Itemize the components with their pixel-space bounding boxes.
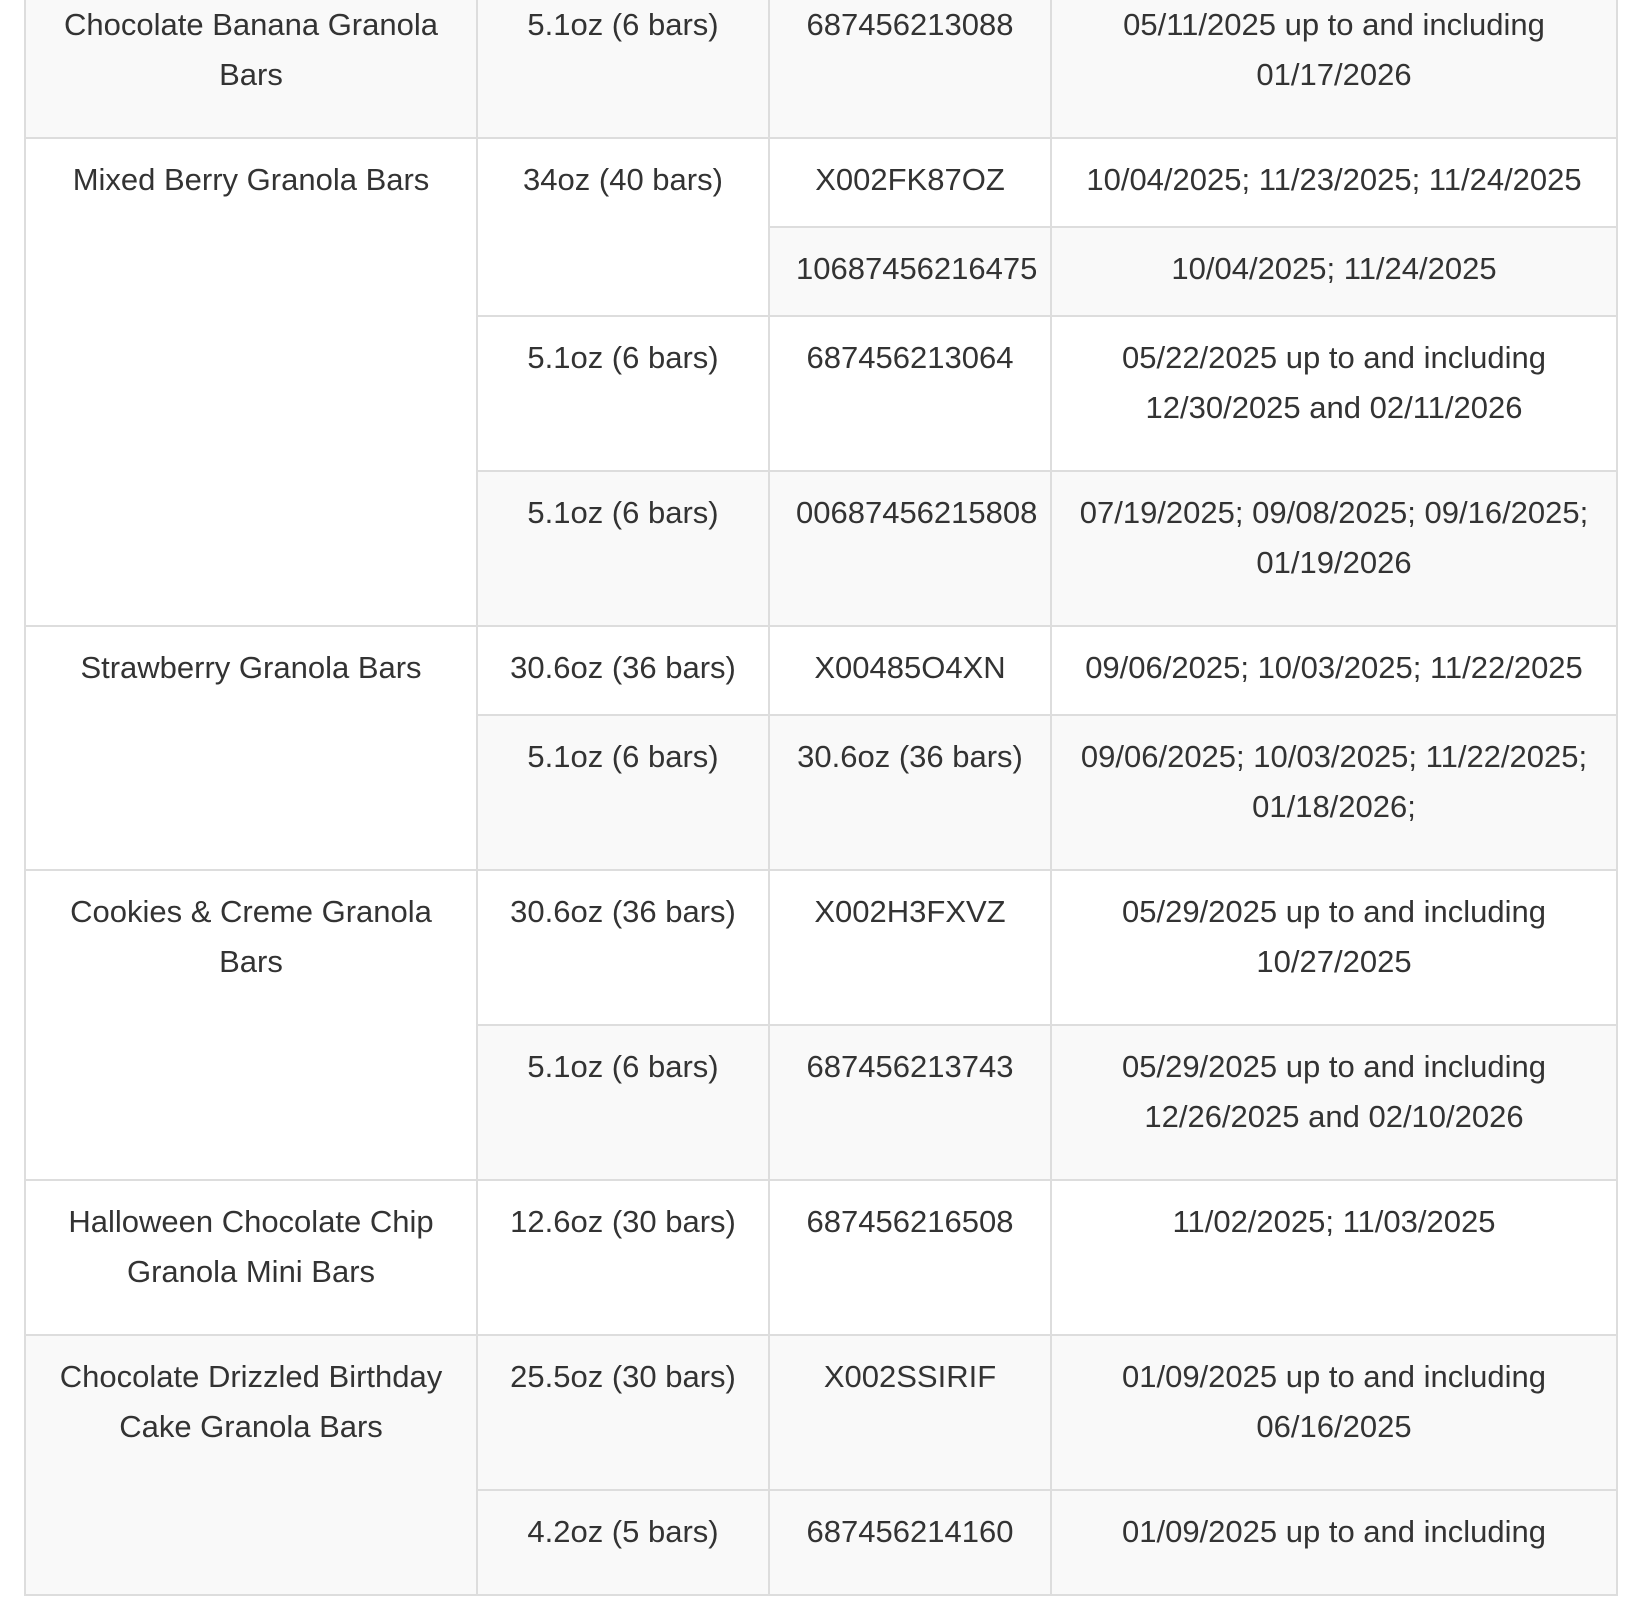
size-cell: 34oz (40 bars): [477, 138, 769, 316]
table-row: [25, 1335, 1617, 1490]
upc-cell: X00485O4XN: [769, 626, 1051, 715]
size-cell: 5.1oz (6 bars): [477, 1025, 769, 1180]
size-cell: 5.1oz (6 bars): [477, 0, 769, 138]
product-name-cell: Halloween Chocolate Chip Granola Mini Bars: [25, 1180, 477, 1335]
size-cell: 5.1oz (6 bars): [477, 471, 769, 626]
dates-cell: 10/04/2025; 11/23/2025; 11/24/2025: [1051, 138, 1617, 227]
dates-cell: 11/02/2025; 11/03/2025: [1051, 1180, 1617, 1335]
size-cell: 5.1oz (6 bars): [477, 316, 769, 471]
product-name-cell: Chocolate Banana Granola Bars: [25, 0, 477, 138]
size-cell: 12.6oz (30 bars): [477, 1180, 769, 1335]
recall-table: [24, 0, 1618, 1596]
dates-cell: 09/06/2025; 10/03/2025; 11/22/2025: [1051, 626, 1617, 715]
size-cell: 4.2oz (5 bars): [477, 1490, 769, 1595]
dates-cell: 05/22/2025 up to and including 12/30/2025 and 02/11/2026: [1051, 316, 1617, 471]
dates-cell: 05/11/2025 up to and including 01/17/2026: [1051, 0, 1617, 138]
size-cell: 25.5oz (30 bars): [477, 1335, 769, 1490]
table-row: [25, 1180, 1617, 1335]
table-row: [25, 870, 1617, 1025]
upc-cell: 687456214160: [769, 1490, 1051, 1595]
table-row: [25, 0, 1617, 138]
product-name-cell: Strawberry Granola Bars: [25, 626, 477, 870]
size-cell: 30.6oz (36 bars): [477, 870, 769, 1025]
dates-cell: 09/06/2025; 10/03/2025; 11/22/2025; 01/18/2026;: [1051, 715, 1617, 870]
dates-cell: 01/09/2025 up to and including: [1051, 1490, 1617, 1595]
dates-cell: 10/04/2025; 11/24/2025: [1051, 227, 1617, 316]
upc-cell: X002H3FXVZ: [769, 870, 1051, 1025]
product-name-cell: Chocolate Drizzled Birthday Cake Granola Bars: [25, 1335, 477, 1595]
upc-cell: X002FK87OZ: [769, 138, 1051, 227]
size-cell: 30.6oz (36 bars): [477, 626, 769, 715]
size-cell: 5.1oz (6 bars): [477, 715, 769, 870]
upc-cell: 10687456216475: [769, 227, 1051, 316]
dates-cell: 05/29/2025 up to and including 12/26/2025 and 02/10/2026: [1051, 1025, 1617, 1180]
dates-cell: 05/29/2025 up to and including 10/27/2025: [1051, 870, 1617, 1025]
upc-cell: 687456213088: [769, 0, 1051, 138]
upc-cell: 687456213064: [769, 316, 1051, 471]
upc-cell: 00687456215808: [769, 471, 1051, 626]
dates-cell: 07/19/2025; 09/08/2025; 09/16/2025; 01/19/2026: [1051, 471, 1617, 626]
table-row: [25, 626, 1617, 715]
dates-cell: 01/09/2025 up to and including 06/16/2025: [1051, 1335, 1617, 1490]
product-name-cell: Cookies & Creme Granola Bars: [25, 870, 477, 1180]
upc-cell: 687456216508: [769, 1180, 1051, 1335]
upc-cell: X002SSIRIF: [769, 1335, 1051, 1490]
product-name-cell: Mixed Berry Granola Bars: [25, 138, 477, 626]
upc-cell: 687456213743: [769, 1025, 1051, 1180]
table-row: [25, 138, 1617, 227]
upc-cell: 30.6oz (36 bars): [769, 715, 1051, 870]
